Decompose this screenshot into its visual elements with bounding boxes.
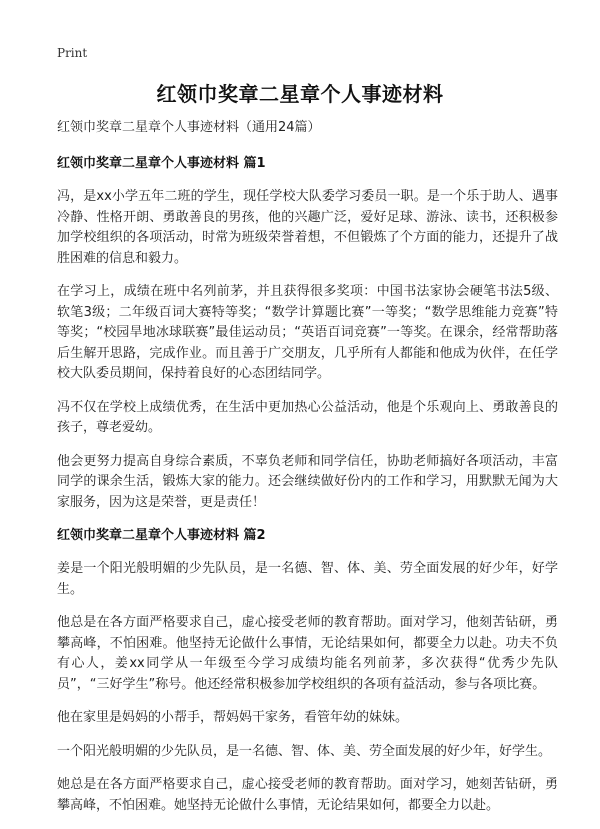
- document-title: 红领巾奖章二星章个人事迹材料: [156, 82, 444, 106]
- document-subtitle: 红领巾奖章二星章个人事迹材料（通用24篇）: [57, 120, 321, 135]
- paragraph: 他在家里是妈妈的小帮手，帮妈妈干家务，看管年幼的妹妹。: [57, 710, 409, 725]
- paragraph: 他会更努力提高自身综合素质，不辜负老师和同学信任，协助老师搞好各项活动，丰富同学的课余生活，锻炼大家的能力。还会继续做好份内的工作和学习，用默默无闻为大家服务，因为这是荣誉，更是责任！: [57, 453, 558, 510]
- section-2: [57, 526, 558, 816]
- paragraph: 她总是在各方面严格要求自己，虚心接受老师的教育帮助。面对学习，她刻苦钻研，勇攀高峰，不怕困难。她坚持无论做什么事情，无论结果如何，都要全力以赴。: [57, 777, 558, 813]
- section-heading: 红领巾奖章二星章个人事迹材料 篇1: [57, 156, 266, 171]
- document-body: [57, 118, 558, 829]
- section-1: [57, 154, 558, 513]
- print-link[interactable]: Print: [57, 46, 88, 60]
- paragraph: 一个阳光般明媚的少先队员，是一名德、智、体、美、劳全面发展的好少年，好学生。: [57, 743, 552, 759]
- paragraph: 冯不仅在学校上成绩优秀，在生活中更加热心公益活动，他是个乐观向上、勇敢善良的孩子，尊老爱幼。: [57, 399, 558, 435]
- paragraph: 他总是在各方面严格要求自己，虚心接受老师的教育帮助。面对学习，他刻苦钻研，勇攀高峰，不怕困难。他坚持无论做什么事情，无论结果如何，都要全力以赴。功夫不负有心人，姜xx同学从一年级至今学习成绩均能名列前茅，多次获得“优秀少先队员”，“三好学生”称号。他还经常积极参加学校组织的各项有益活动，参与各项比赛。: [57, 615, 558, 692]
- paragraph: 在学习上，成绩在班中名列前茅，并且获得很多奖项：中国书法家协会硬笔书法5级、软笔3级；二年级百词大赛特等奖；“数学计算题比赛”一等奖；“数学思维能力竞赛”特等奖；“校园旱地冰球联赛”最佳运动员；“英语百词竞赛”一等奖。在课余，经常帮助落后生解开思路，完成作业。而且善于广交朋友，几乎所有人都能和他成为伙伴，在任学校大队委员期间，保持着良好的心态团结同学。: [57, 284, 558, 381]
- paragraph: 冯，是xx小学五年二班的学生，现任学校大队委学习委员一职。是一个乐于助人、遇事冷静、性格开朗、勇敢善良的男孩，他的兴趣广泛，爱好足球、游泳、读书，还积极参加学校组织的各项活动，时常为班级荣誉着想，不但锻炼了个方面的能力，还提升了战胜困难的信息和毅力。: [57, 189, 558, 266]
- section-heading: 红领巾奖章二星章个人事迹材料 篇2: [57, 528, 266, 543]
- paragraph: 姜是一个阳光般明媚的少先队员，是一名德、智、体、美、劳全面发展的好少年，好学生。: [57, 561, 558, 597]
